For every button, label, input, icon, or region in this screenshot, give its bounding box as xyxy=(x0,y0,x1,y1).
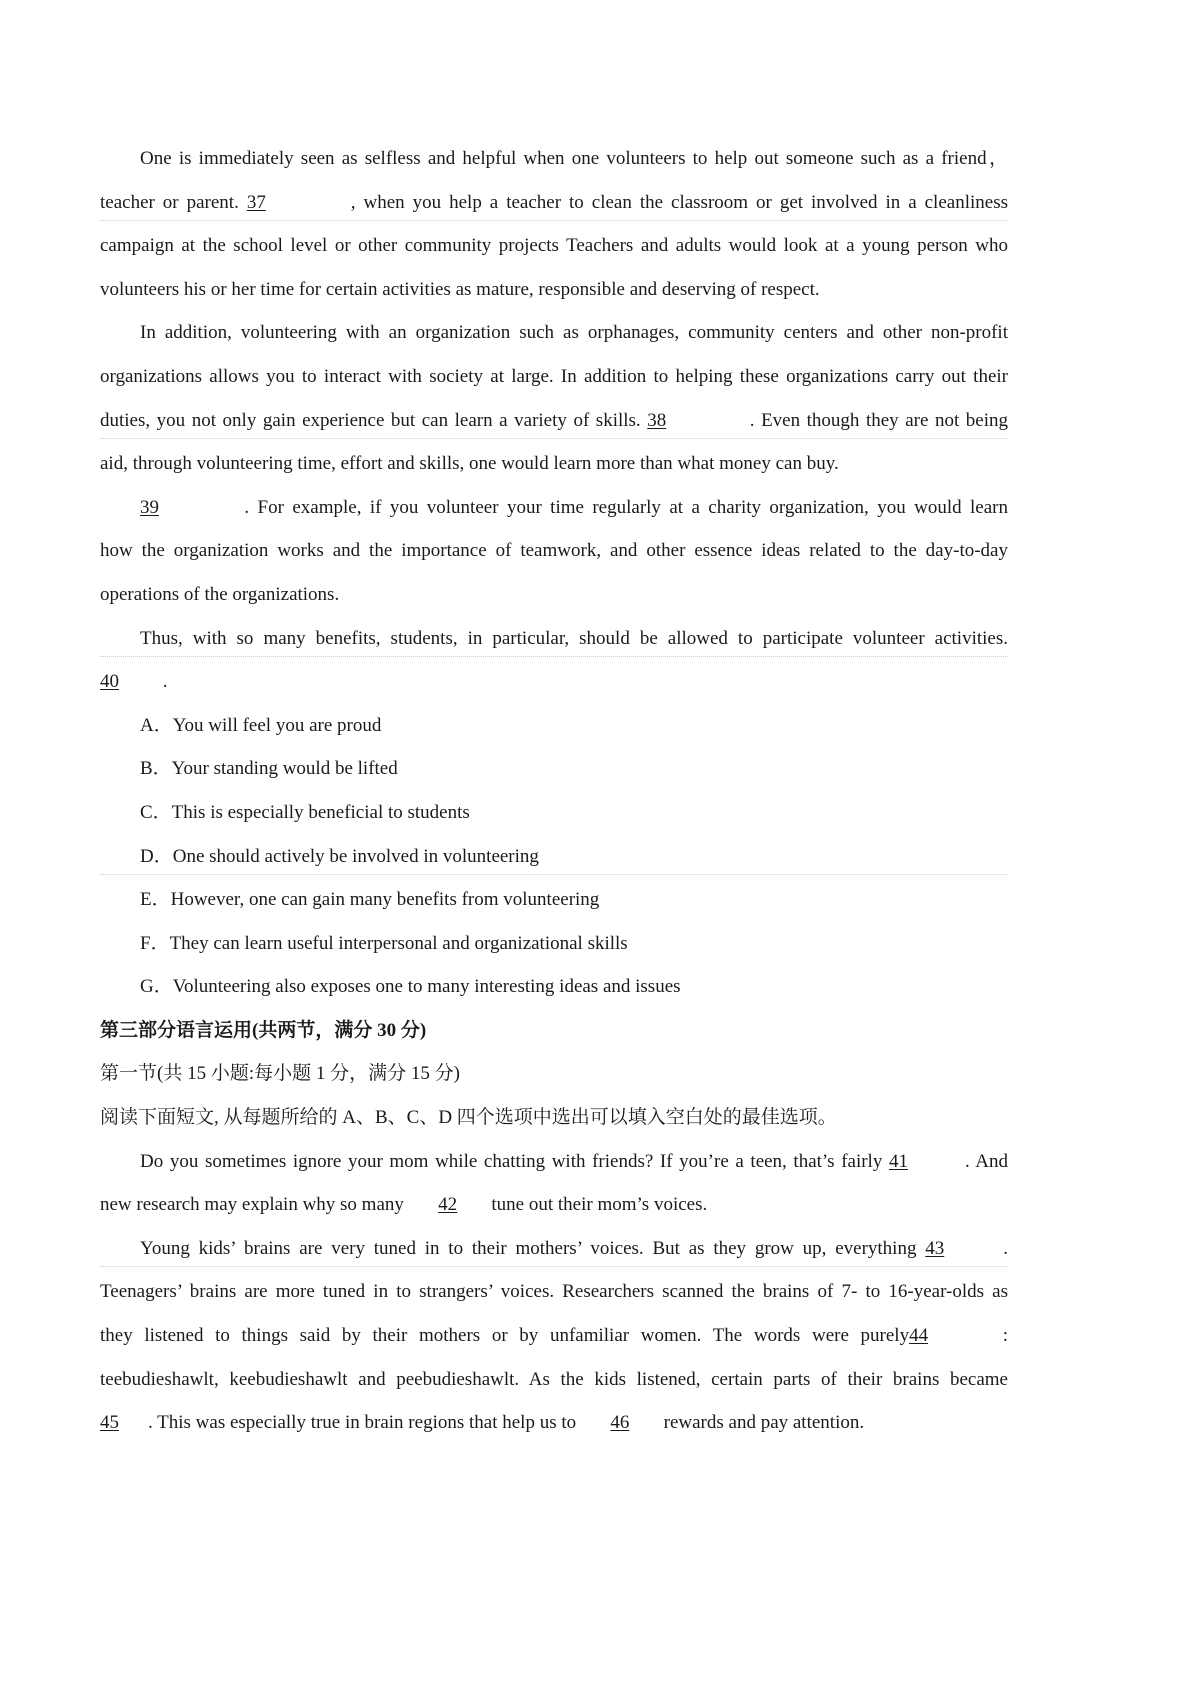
text: . xyxy=(158,671,168,693)
answer-blank-43[interactable]: 43 xyxy=(925,1237,945,1259)
page-content xyxy=(100,144,1008,1452)
text: organizations allows you to interact with society at large. In addition to helping these organizations carry out their xyxy=(100,365,1008,387)
option-d[interactable] xyxy=(100,842,1008,886)
answer-blank-39[interactable]: 39 xyxy=(140,496,159,518)
section-subheading xyxy=(100,1059,1008,1103)
text: teebudieshawlt, keebudieshawlt and peebudieshawlt. As the kids listened, certain parts of their brains became xyxy=(100,1368,1008,1390)
text: : xyxy=(991,1325,1009,1347)
answer-blank-44[interactable]: 44 xyxy=(909,1325,929,1347)
answer-blank-37[interactable]: 37 xyxy=(246,191,266,213)
paragraph-line xyxy=(100,318,1008,362)
text: operations of the organizations. xyxy=(100,583,340,605)
section-heading xyxy=(100,1016,1008,1060)
text: rewards and pay attention. xyxy=(658,1412,865,1434)
paragraph-line xyxy=(100,1408,1008,1452)
option-b[interactable] xyxy=(100,754,1008,798)
paragraph-line xyxy=(100,580,1008,624)
paragraph-line xyxy=(100,231,1008,275)
text: volunteers his or her time for certain activities as mature, responsible and deserving of respect. xyxy=(100,278,820,300)
paragraph-line xyxy=(100,1190,1008,1234)
option-text: B．Your standing would be lifted xyxy=(140,758,398,780)
text: new research may explain why so many xyxy=(100,1194,409,1216)
option-text: E．However, one can gain many benefits from volunteering xyxy=(140,889,600,911)
text: , when you help a teacher to clean the classroom or get involved in a cleanliness xyxy=(342,191,1008,213)
option-e[interactable] xyxy=(100,885,1008,929)
paragraph-line xyxy=(100,667,1008,711)
text: . For example, if you volunteer your time regularly at a charity organization, you would learn xyxy=(236,496,1008,518)
answer-blank-40[interactable]: 40 xyxy=(100,671,119,693)
text: Young kids’ brains are very tuned in to their mothers’ voices. But as they grow up, everything xyxy=(140,1237,926,1259)
text: One is immediately seen as selfless and helpful when one volunteers to help out someone such as a friend， xyxy=(140,148,1008,169)
paragraph-line xyxy=(100,275,1008,319)
paragraph-line xyxy=(100,1147,1008,1191)
section-subheading-text: 第一节(共 15 小题:每小题 1 分，满分 15 分) xyxy=(100,1063,460,1085)
text: tune out their mom’s voices. xyxy=(486,1194,708,1216)
option-a[interactable] xyxy=(100,711,1008,755)
answer-blank-45[interactable]: 45 xyxy=(100,1412,119,1434)
text: . And xyxy=(964,1150,1008,1172)
text: aid, through volunteering time, effort and skills, one would learn more than what money can buy. xyxy=(100,453,839,475)
text: Teenagers’ brains are more tuned in to strangers’ voices. Researchers scanned the brains of 7- to 16-year-olds as xyxy=(100,1281,1008,1303)
paragraph-line xyxy=(100,406,1008,450)
text: Thus, with so many benefits, students, in particular, should be allowed to participate volunteer activities. xyxy=(140,627,1008,649)
option-text: G．Volunteering also exposes one to many interesting ideas and issues xyxy=(140,976,681,998)
answer-blank-38[interactable]: 38 xyxy=(647,409,667,431)
text: how the organization works and the importance of teamwork, and other essence ideas related to the day-to-day xyxy=(100,540,1008,562)
section-heading-text: 第三部分语言运用(共两节，满分 30 分) xyxy=(100,1019,427,1041)
text: . xyxy=(1003,1237,1008,1259)
answer-blank-46[interactable]: 46 xyxy=(610,1412,630,1434)
text: In addition, volunteering with an organization such as orphanages, community centers and other non-profit xyxy=(140,322,1008,344)
text: . Even though they are not being xyxy=(743,409,1008,431)
paragraph-line xyxy=(100,188,1008,232)
paragraph-line xyxy=(100,624,1008,668)
paragraph-line xyxy=(100,1234,1008,1278)
text: campaign at the school level or other community projects Teachers and adults would look at a young person who xyxy=(100,235,1008,257)
text: Do you sometimes ignore your mom while chatting with friends? If you’re a teen, that’s fairly xyxy=(140,1150,889,1172)
paragraph-line xyxy=(100,536,1008,580)
option-text: D．One should actively be involved in volunteering xyxy=(140,845,539,867)
paragraph-line xyxy=(100,144,1008,188)
paragraph-line xyxy=(100,1365,1008,1409)
paragraph-line xyxy=(100,449,1008,493)
text: duties, you not only gain experience but can learn a variety of skills. xyxy=(100,409,648,431)
option-c[interactable] xyxy=(100,798,1008,842)
option-f[interactable] xyxy=(100,929,1008,973)
text: they listened to things said by their mothers or by unfamiliar women. The words were purely xyxy=(100,1325,910,1347)
option-text: F．They can learn useful interpersonal and organizational skills xyxy=(140,932,628,954)
paragraph-line xyxy=(100,1277,1008,1321)
option-text: A．You will feel you are proud xyxy=(140,714,382,736)
instruction-text: 阅读下面短文, 从每题所给的 A、B、C、D 四个选项中选出可以填入空白处的最佳选项。 xyxy=(100,1107,837,1129)
option-text: C．This is especially beneficial to students xyxy=(140,801,470,823)
instruction xyxy=(100,1103,1008,1147)
paragraph-line xyxy=(100,362,1008,406)
answer-blank-42[interactable]: 42 xyxy=(438,1194,458,1216)
option-g[interactable] xyxy=(100,972,1008,1016)
paragraph-line xyxy=(100,1321,1008,1365)
answer-blank-41[interactable]: 41 xyxy=(888,1150,908,1172)
text: teacher or parent. xyxy=(100,191,247,213)
paragraph-line xyxy=(100,493,1008,537)
text: . This was especially true in brain regions that help us to xyxy=(148,1412,581,1434)
